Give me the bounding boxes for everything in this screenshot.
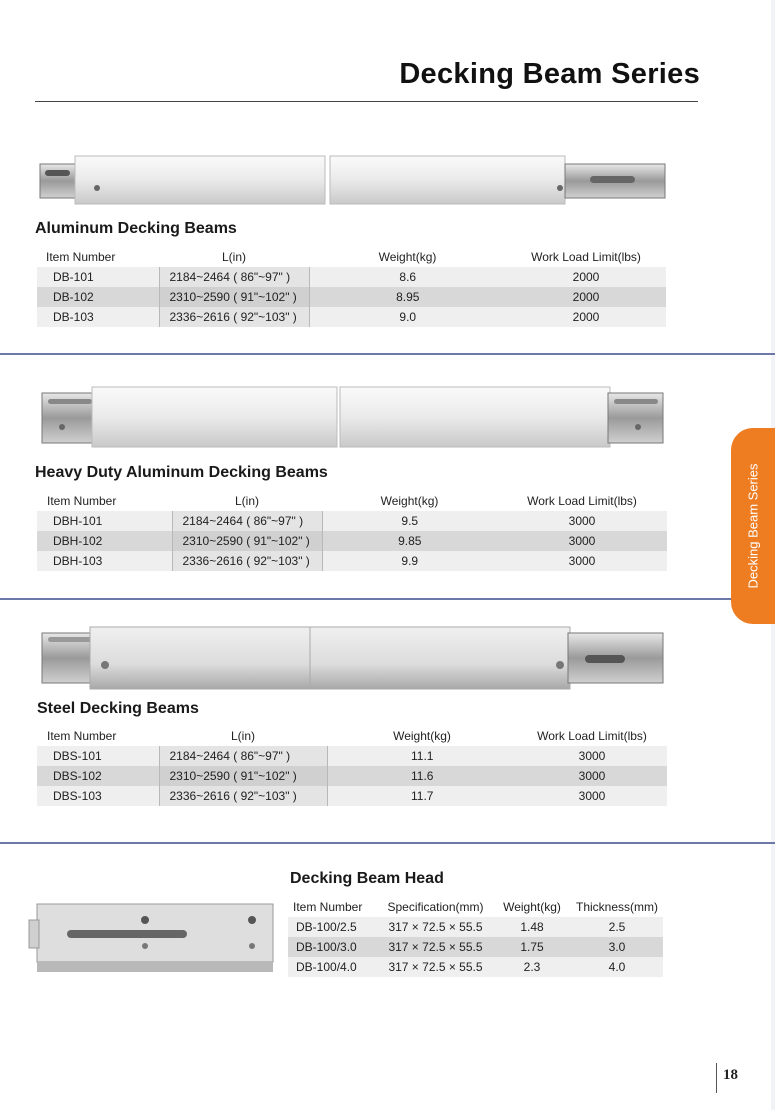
header-item-number: Item Number	[293, 900, 363, 914]
table-row	[37, 307, 666, 327]
header-thickness: Thickness(mm)	[575, 900, 658, 914]
cell-item-number: DBH-103	[53, 554, 103, 568]
header-specification: Specification(mm)	[387, 900, 484, 914]
header-item-number: Item Number	[47, 729, 117, 743]
header-item-number: Item Number	[46, 250, 116, 264]
title-divider	[35, 101, 698, 102]
page-title: Decking Beam Series	[399, 58, 700, 90]
steel-beam-image	[40, 625, 665, 695]
heavy-duty-section-title: Heavy Duty Aluminum Decking Beams	[35, 464, 328, 481]
beam-head-spec-table	[288, 897, 663, 977]
cell-work-load: 2000	[572, 310, 600, 324]
beam-head-section-title: Decking Beam Head	[290, 870, 444, 887]
header-weight: Weight(kg)	[393, 729, 451, 743]
cell-item-number: DB-100/2.5	[296, 920, 357, 934]
cell-weight: 9.85	[398, 534, 422, 548]
section-divider	[0, 353, 775, 355]
steel-spec-table	[37, 726, 668, 806]
cell-work-load: 3000	[578, 789, 606, 803]
cell-length: 2310~2590 ( 91"~102" )	[172, 531, 322, 551]
cell-weight: 2.3	[523, 960, 541, 974]
cell-weight: 11.6	[411, 769, 434, 783]
table-row	[37, 287, 666, 307]
cell-specification: 317 × 72.5 × 55.5	[388, 920, 483, 934]
table-row	[37, 531, 667, 551]
cell-work-load: 3000	[568, 514, 596, 528]
header-item-number: Item Number	[47, 494, 117, 508]
cell-weight: 9.5	[401, 514, 419, 528]
header-length: L(in)	[221, 250, 246, 264]
aluminum-spec-table	[37, 247, 667, 327]
table-row	[37, 786, 667, 806]
table-row	[37, 766, 667, 786]
table-row	[37, 267, 666, 287]
header-weight: Weight(kg)	[503, 900, 561, 914]
aluminum-beam-image	[35, 150, 675, 220]
side-section-tab	[731, 428, 775, 624]
table-row	[288, 917, 663, 937]
cell-weight: 8.6	[399, 270, 417, 284]
table-header-row	[288, 897, 663, 917]
cell-item-number: DB-103	[53, 310, 94, 324]
steel-section-title: Steel Decking Beams	[37, 700, 199, 717]
cell-item-number: DB-101	[53, 270, 94, 284]
cell-work-load: 2000	[572, 290, 600, 304]
heavy-duty-spec-table	[37, 491, 668, 571]
cell-item-number: DBH-102	[53, 534, 103, 548]
cell-work-load: 3000	[578, 749, 606, 763]
cell-length: 2184~2464 ( 86"~97" )	[172, 511, 322, 531]
table-row	[288, 937, 663, 957]
side-tab-label: Decking Beam Series	[745, 463, 761, 589]
cell-item-number: DBH-101	[53, 514, 103, 528]
cell-thickness: 2.5	[608, 920, 626, 934]
cell-specification: 317 × 72.5 × 55.5	[388, 940, 483, 954]
table-header-row	[37, 247, 666, 267]
cell-item-number: DBS-101	[53, 749, 102, 763]
header-work-load: Work Load Limit(lbs)	[531, 250, 641, 264]
table-row	[288, 957, 663, 977]
cell-weight: 11.7	[411, 789, 434, 803]
cell-item-number: DB-100/4.0	[296, 960, 357, 974]
header-weight: Weight(kg)	[380, 494, 439, 508]
table-row	[37, 551, 667, 571]
cell-item-number: DB-100/3.0	[296, 940, 357, 954]
cell-thickness: 4.0	[608, 960, 626, 974]
cell-weight: 8.95	[396, 290, 420, 304]
cell-work-load: 3000	[568, 554, 596, 568]
cell-work-load: 3000	[568, 534, 596, 548]
cell-weight: 9.9	[401, 554, 419, 568]
cell-item-number: DBS-103	[53, 789, 102, 803]
cell-length: 2336~2616 ( 92"~103" )	[159, 307, 309, 327]
table-header-row	[37, 726, 667, 746]
cell-length: 2310~2590 ( 91"~102" )	[159, 766, 327, 786]
aluminum-section-title: Aluminum Decking Beams	[35, 220, 237, 237]
header-length: L(in)	[230, 729, 255, 743]
header-work-load: Work Load Limit(lbs)	[527, 494, 637, 508]
cell-weight: 1.75	[520, 940, 544, 954]
cell-thickness: 3.0	[608, 940, 626, 954]
cell-item-number: DB-102	[53, 290, 94, 304]
cell-length: 2310~2590 ( 91"~102" )	[159, 287, 309, 307]
section-divider	[0, 842, 775, 844]
cell-length: 2184~2464 ( 86"~97" )	[159, 746, 327, 766]
cell-weight: 1.48	[520, 920, 544, 934]
header-weight: Weight(kg)	[378, 250, 437, 264]
cell-specification: 317 × 72.5 × 55.5	[388, 960, 483, 974]
table-header-row	[37, 491, 667, 511]
cell-work-load: 2000	[572, 270, 600, 284]
heavy-duty-beam-image	[40, 383, 665, 453]
table-row	[37, 746, 667, 766]
cell-item-number: DBS-102	[53, 769, 102, 783]
cell-length: 2336~2616 ( 92"~103" )	[159, 786, 327, 806]
page-number: 18	[723, 1067, 738, 1083]
header-work-load: Work Load Limit(lbs)	[537, 729, 647, 743]
cell-length: 2336~2616 ( 92"~103" )	[172, 551, 322, 571]
section-divider	[0, 598, 775, 600]
page-number-divider	[716, 1063, 717, 1093]
cell-length: 2184~2464 ( 86"~97" )	[159, 267, 309, 287]
table-row	[37, 511, 667, 531]
header-length: L(in)	[234, 494, 259, 508]
cell-weight: 11.1	[411, 749, 434, 763]
cell-work-load: 3000	[578, 769, 606, 783]
beam-head-image	[27, 900, 277, 975]
cell-weight: 9.0	[399, 310, 417, 324]
